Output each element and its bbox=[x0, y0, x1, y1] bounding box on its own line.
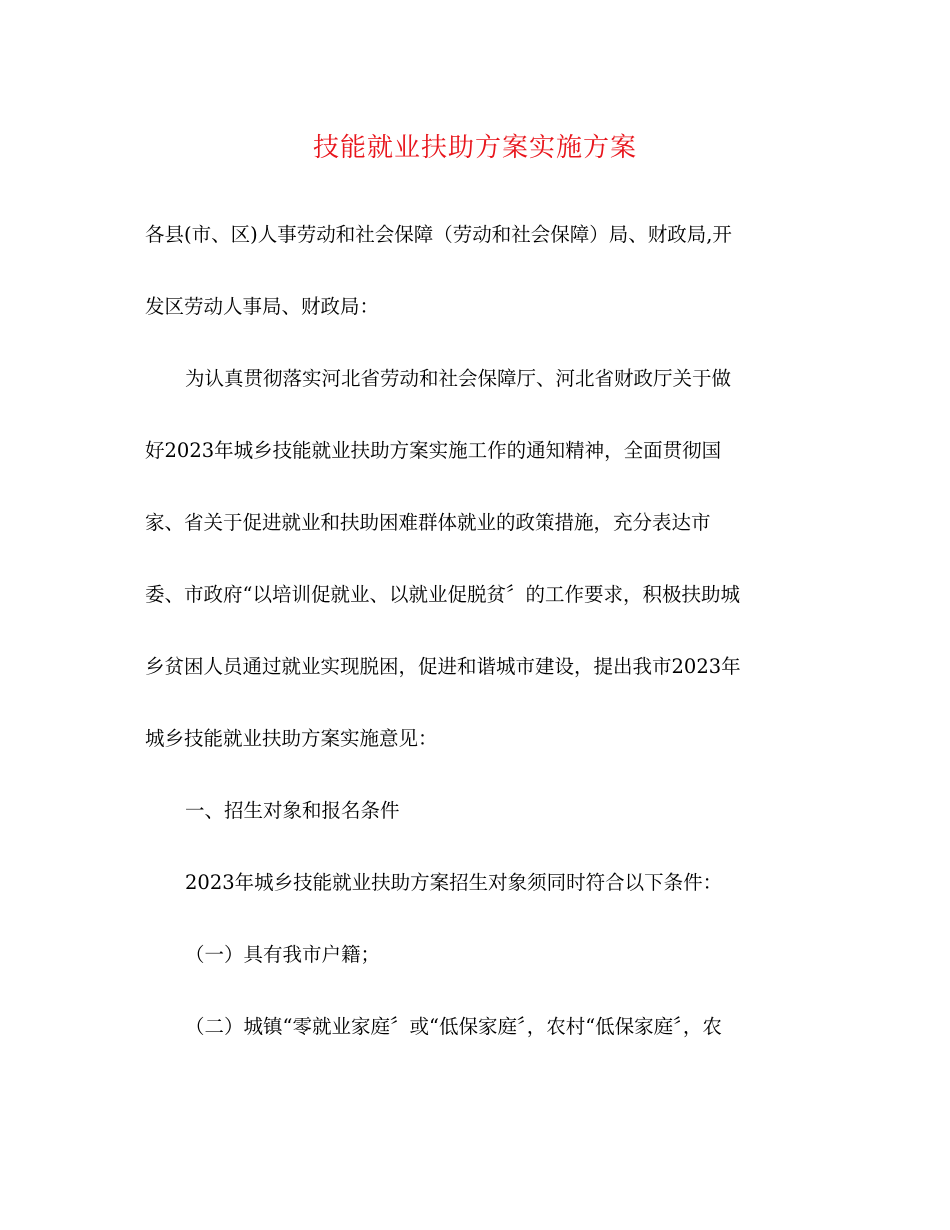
list-item-2: （二）城镇“零就业家庭〞或“低保家庭〞，农村“低保家庭〞，农 bbox=[185, 1015, 722, 1038]
document-title: 技能就业扶助方案实施方案 bbox=[312, 133, 637, 163]
body-line-8: 城乡技能就业扶助方案实施意见： bbox=[145, 727, 438, 750]
body-line-6: 委、市政府“以培训促就业、以就业促脱贫〞的工作要求，积极扶助城 bbox=[145, 583, 740, 606]
body-line-7: 乡贫困人员通过就业实现脱困，促进和谐城市建设，提出我市2023年 bbox=[145, 655, 741, 678]
body-line-4: 好2023年城乡技能就业扶助方案实施工作的通知精神，全面贯彻国 bbox=[145, 439, 722, 462]
body-line-3: 为认真贯彻落实河北省劳动和社会保障厅、河北省财政厅关于做 bbox=[185, 367, 732, 390]
body-line-5: 家、省关于促进就业和扶助困难群体就业的政策措施，充分表达市 bbox=[145, 511, 711, 534]
body-line-10: 2023年城乡技能就业扶助方案招生对象须同时符合以下条件： bbox=[185, 871, 723, 894]
list-item-1: （一）具有我市户籍； bbox=[185, 943, 381, 966]
body-line-2: 发区劳动人事局、财政局： bbox=[145, 295, 380, 318]
body-line-1: 各县(市、区)人事劳动和社会保障（劳动和社会保障）局、财政局,开 bbox=[145, 223, 732, 246]
section-heading-1: 一、招生对象和报名条件 bbox=[185, 799, 400, 822]
